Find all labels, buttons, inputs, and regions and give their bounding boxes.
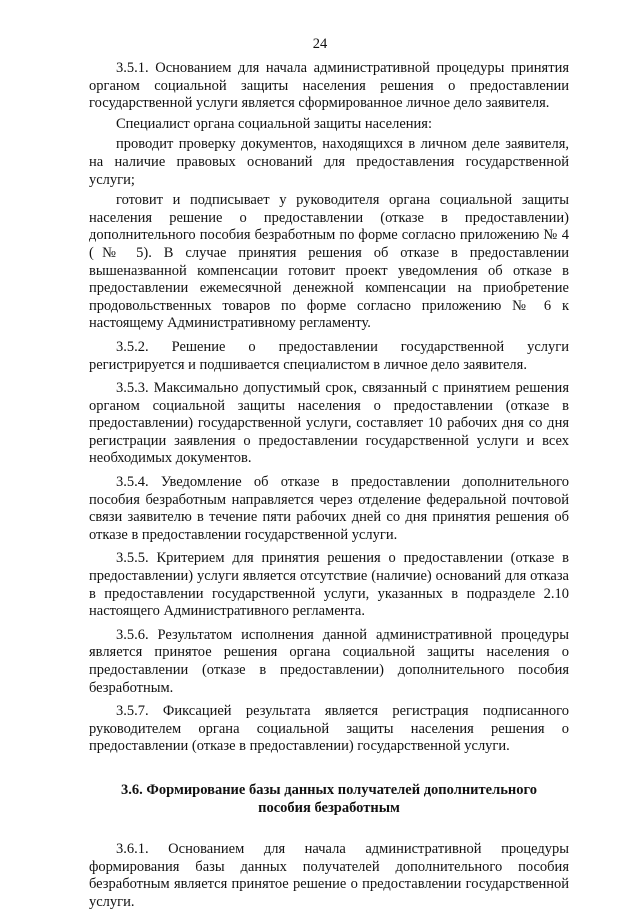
document-body xyxy=(89,60,569,915)
paragraph-3-5-2: 3.5.2. Решение о предоставлении государственной услуги регистрируется и подшивается специалистом в личное дело заявителя. xyxy=(89,338,569,373)
paragraph-3-5-3: 3.5.3. Максимально допустимый срок, связанный с принятием решения органом социальной защиты населения о предоставлении (отказе в предоставлении) государственной услуги, составляет 10 рабочих дня со дня регистрации заявления о предоставлении государственной услуги и всех необходимых документов. xyxy=(89,380,569,467)
paragraph-specialist-intro: Специалист органа социальной защиты населения: xyxy=(116,115,432,132)
paragraph-3-5-1: 3.5.1. Основанием для начала административной процедуры принятия органом социальной защиты населения решения о предоставлении государственной услуги является сформированное личное дело заявителя. xyxy=(89,60,569,112)
paragraph-3-6-1: 3.6.1. Основанием для начала административной процедуры формирования базы данных получателей дополнительного пособия безработным является принятое решение о предоставлении государственной услуги. xyxy=(89,841,569,910)
section-heading-line-1: 3.6. Формирование базы данных получателей дополнительного xyxy=(121,781,537,798)
paragraph-3-5-5: 3.5.5. Критерием для принятия решения о предоставлении (отказе в предоставлении) услуги является отсутствие (наличие) оснований для отказа в предоставлении государственной услуги, указанных в подразделе 2.10 настоящего Административного регламента. xyxy=(89,550,569,620)
paragraph-prepare-decision: готовит и подписывает у руководителя органа социальной защиты населения решение о предоставлении (отказе в предоставлении) дополнительного пособия безработным по форме согласно приложению № 4 (№ 5). В случае принятия решения об отказе в предоставлении вышеназванной компенсации готовит проект уведомления об отказе в предоставлении ежемесячной денежной компенсации на приобретение продовольственных товаров по форме согласно приложению № 6 к настоящему Административному регламенту. xyxy=(89,192,569,332)
page-number: 24 xyxy=(312,36,328,52)
section-heading-line-2: пособия безработным xyxy=(258,799,400,816)
paragraph-3-5-7: 3.5.7. Фиксацией результата является регистрация подписанного руководителем органа социальной защиты населения решения о предоставлении (отказе в предоставлении) государственной услуги. xyxy=(89,703,569,755)
paragraph-check-documents: проводит проверку документов, находящихся в личном деле заявителя, на наличие правовых оснований для предоставления государственной услуги; xyxy=(89,136,569,188)
section-heading-3-6 xyxy=(89,782,569,817)
paragraph-3-5-6: 3.5.6. Результатом исполнения данной административной процедуры является принятое решения органа социальной защиты населения о предоставлении (отказе в предоставлении) дополнительного пособия безработным. xyxy=(89,626,569,696)
paragraph-3-5-4: 3.5.4. Уведомление об отказе в предоставлении дополнительного пособия безработным направляется через отделение федеральной почтовой связи заявителю в течение пяти рабочих дней со дня принятия решения об отказе в предоставлении государственной услуги. xyxy=(89,474,569,543)
